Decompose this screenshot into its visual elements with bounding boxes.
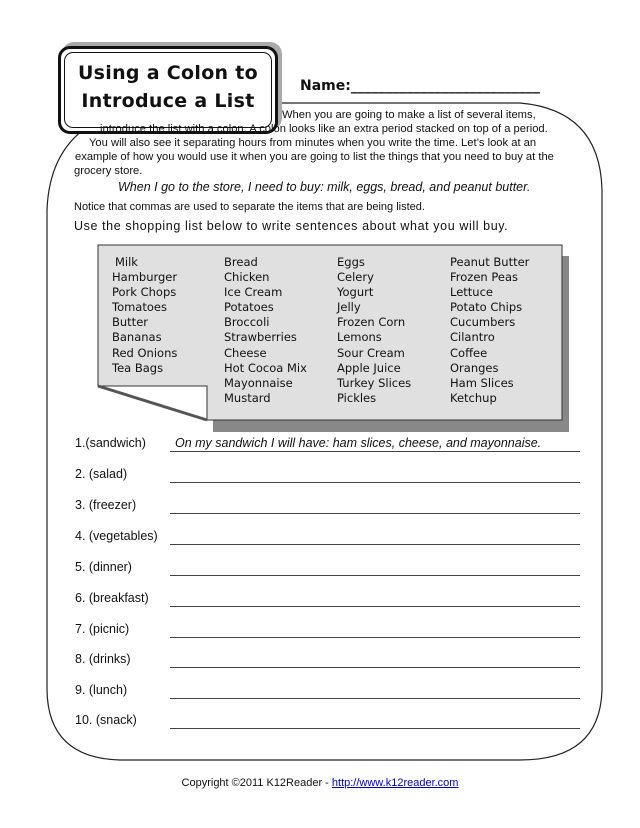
list-item: Broccoli — [224, 315, 270, 330]
answer-line[interactable] — [170, 513, 580, 514]
list-item: Sour Cream — [337, 345, 405, 360]
list-item: Tea Bags — [112, 360, 164, 375]
prompt-row — [75, 558, 580, 578]
list-item: Frozen Corn — [337, 315, 406, 330]
list-column-4 — [450, 255, 529, 406]
list-item: Ham Slices — [450, 375, 514, 390]
list-item: Chicken — [224, 270, 270, 285]
title-line-1: Using a Colon to — [77, 62, 259, 84]
list-item: Tomatoes — [112, 300, 167, 315]
list-item: Ice Cream — [224, 285, 283, 300]
list-item: Ketchup — [450, 390, 497, 405]
list-item: Lettuce — [450, 285, 493, 300]
prompt-label: 6. (breakfast) — [75, 591, 149, 605]
intro-line: You will also see it separating hours from minutes when you write the time. Let’s look at an — [89, 137, 537, 149]
list-item: Celery — [337, 270, 374, 285]
answer-line[interactable] — [170, 575, 580, 576]
list-item: Potato Chips — [450, 300, 523, 315]
list-column-1 — [112, 255, 177, 376]
list-item: Frozen Peas — [450, 270, 518, 285]
list-item: Hot Cocoa Mix — [224, 360, 307, 375]
list-item: Strawberries — [224, 330, 297, 345]
intro-line: grocery store. — [74, 165, 143, 177]
prompt-label: 10. (snack) — [75, 713, 137, 727]
prompt-label: 3. (freezer) — [75, 498, 137, 512]
answer-line[interactable] — [170, 606, 580, 607]
name-field[interactable]: Name:___________________________ — [300, 78, 540, 94]
answer-line[interactable] — [170, 637, 580, 638]
list-item: Coffee — [450, 345, 488, 360]
prompt-row — [75, 434, 580, 454]
list-item: Eggs — [337, 255, 365, 269]
intro-line: introduce the list with a colon. A colon looks like an extra period stacked on top of a period. — [100, 123, 548, 135]
list-item: Mustard — [224, 390, 271, 405]
list-item: Jelly — [337, 300, 361, 315]
prompt-row — [75, 711, 580, 731]
prompt-row — [75, 527, 580, 547]
prompt-label: 7. (picnic) — [75, 622, 130, 636]
footer — [0, 777, 640, 789]
list-item: Pickles — [337, 390, 377, 405]
prompt-row — [75, 589, 580, 609]
list-column-2 — [224, 255, 307, 406]
k12reader-link[interactable]: http://www.k12reader.com — [331, 777, 459, 789]
prompt-row — [75, 650, 580, 670]
prompt-label: 8. (drinks) — [75, 652, 131, 666]
prompt-label: 9. (lunch) — [75, 683, 128, 697]
prompt-row — [75, 620, 580, 640]
list-item: Hamburger — [112, 270, 178, 285]
answer-text: On my sandwich I will have: ham slices, cheese, and mayonnaise. — [175, 436, 542, 450]
list-item: Oranges — [450, 360, 499, 375]
copyright-text: Copyright ©2011 K12Reader - — [181, 777, 332, 789]
title-box — [58, 46, 278, 134]
list-item: Cheese — [224, 345, 267, 360]
prompt-label: 4. (vegetables) — [75, 529, 158, 543]
prompt-label: 1.(sandwich) — [75, 436, 146, 450]
answer-line[interactable] — [170, 698, 580, 699]
list-item: Milk — [115, 255, 138, 269]
list-item: Bread — [224, 255, 258, 269]
list-item: Apple Juice — [337, 360, 401, 375]
answer-line[interactable] — [170, 728, 580, 729]
list-item: Cucumbers — [450, 315, 516, 330]
list-item: Butter — [112, 315, 148, 330]
list-item: Potatoes — [224, 300, 274, 315]
instruction-text: Use the shopping list below to write sentences about what you will buy. — [74, 219, 509, 233]
notice-text: Notice that commas are used to separate the items that are being listed. — [74, 201, 425, 213]
list-item: Turkey Slices — [337, 375, 412, 390]
prompt-label: 5. (dinner) — [75, 560, 132, 574]
list-item: Bananas — [112, 330, 162, 345]
answer-line[interactable] — [170, 482, 580, 483]
list-column-3 — [337, 255, 411, 406]
list-item: Peanut Butter — [450, 255, 530, 269]
title-line-2: Introduce a List — [81, 90, 255, 112]
list-item: Pork Chops — [112, 285, 177, 300]
list-item: Yogurt — [337, 285, 374, 300]
answer-line[interactable] — [170, 451, 580, 452]
list-item: Red Onions — [112, 345, 178, 360]
intro-line: example of how you would use it when you are going to list the things that you need to buy at the — [75, 151, 554, 163]
prompt-row — [75, 681, 580, 701]
answer-line[interactable] — [170, 667, 580, 668]
prompt-row — [75, 465, 580, 485]
list-item: Cilantro — [450, 330, 495, 345]
example-sentence: When I go to the store, I need to buy: milk, eggs, bread, and peanut butter. — [118, 180, 531, 194]
answer-line[interactable] — [170, 544, 580, 545]
prompt-label: 2. (salad) — [75, 467, 128, 481]
list-item: Lemons — [337, 330, 382, 345]
list-item: Mayonnaise — [224, 375, 293, 390]
intro-line: When you are going to make a list of several items, — [282, 109, 536, 121]
prompt-row — [75, 496, 580, 516]
